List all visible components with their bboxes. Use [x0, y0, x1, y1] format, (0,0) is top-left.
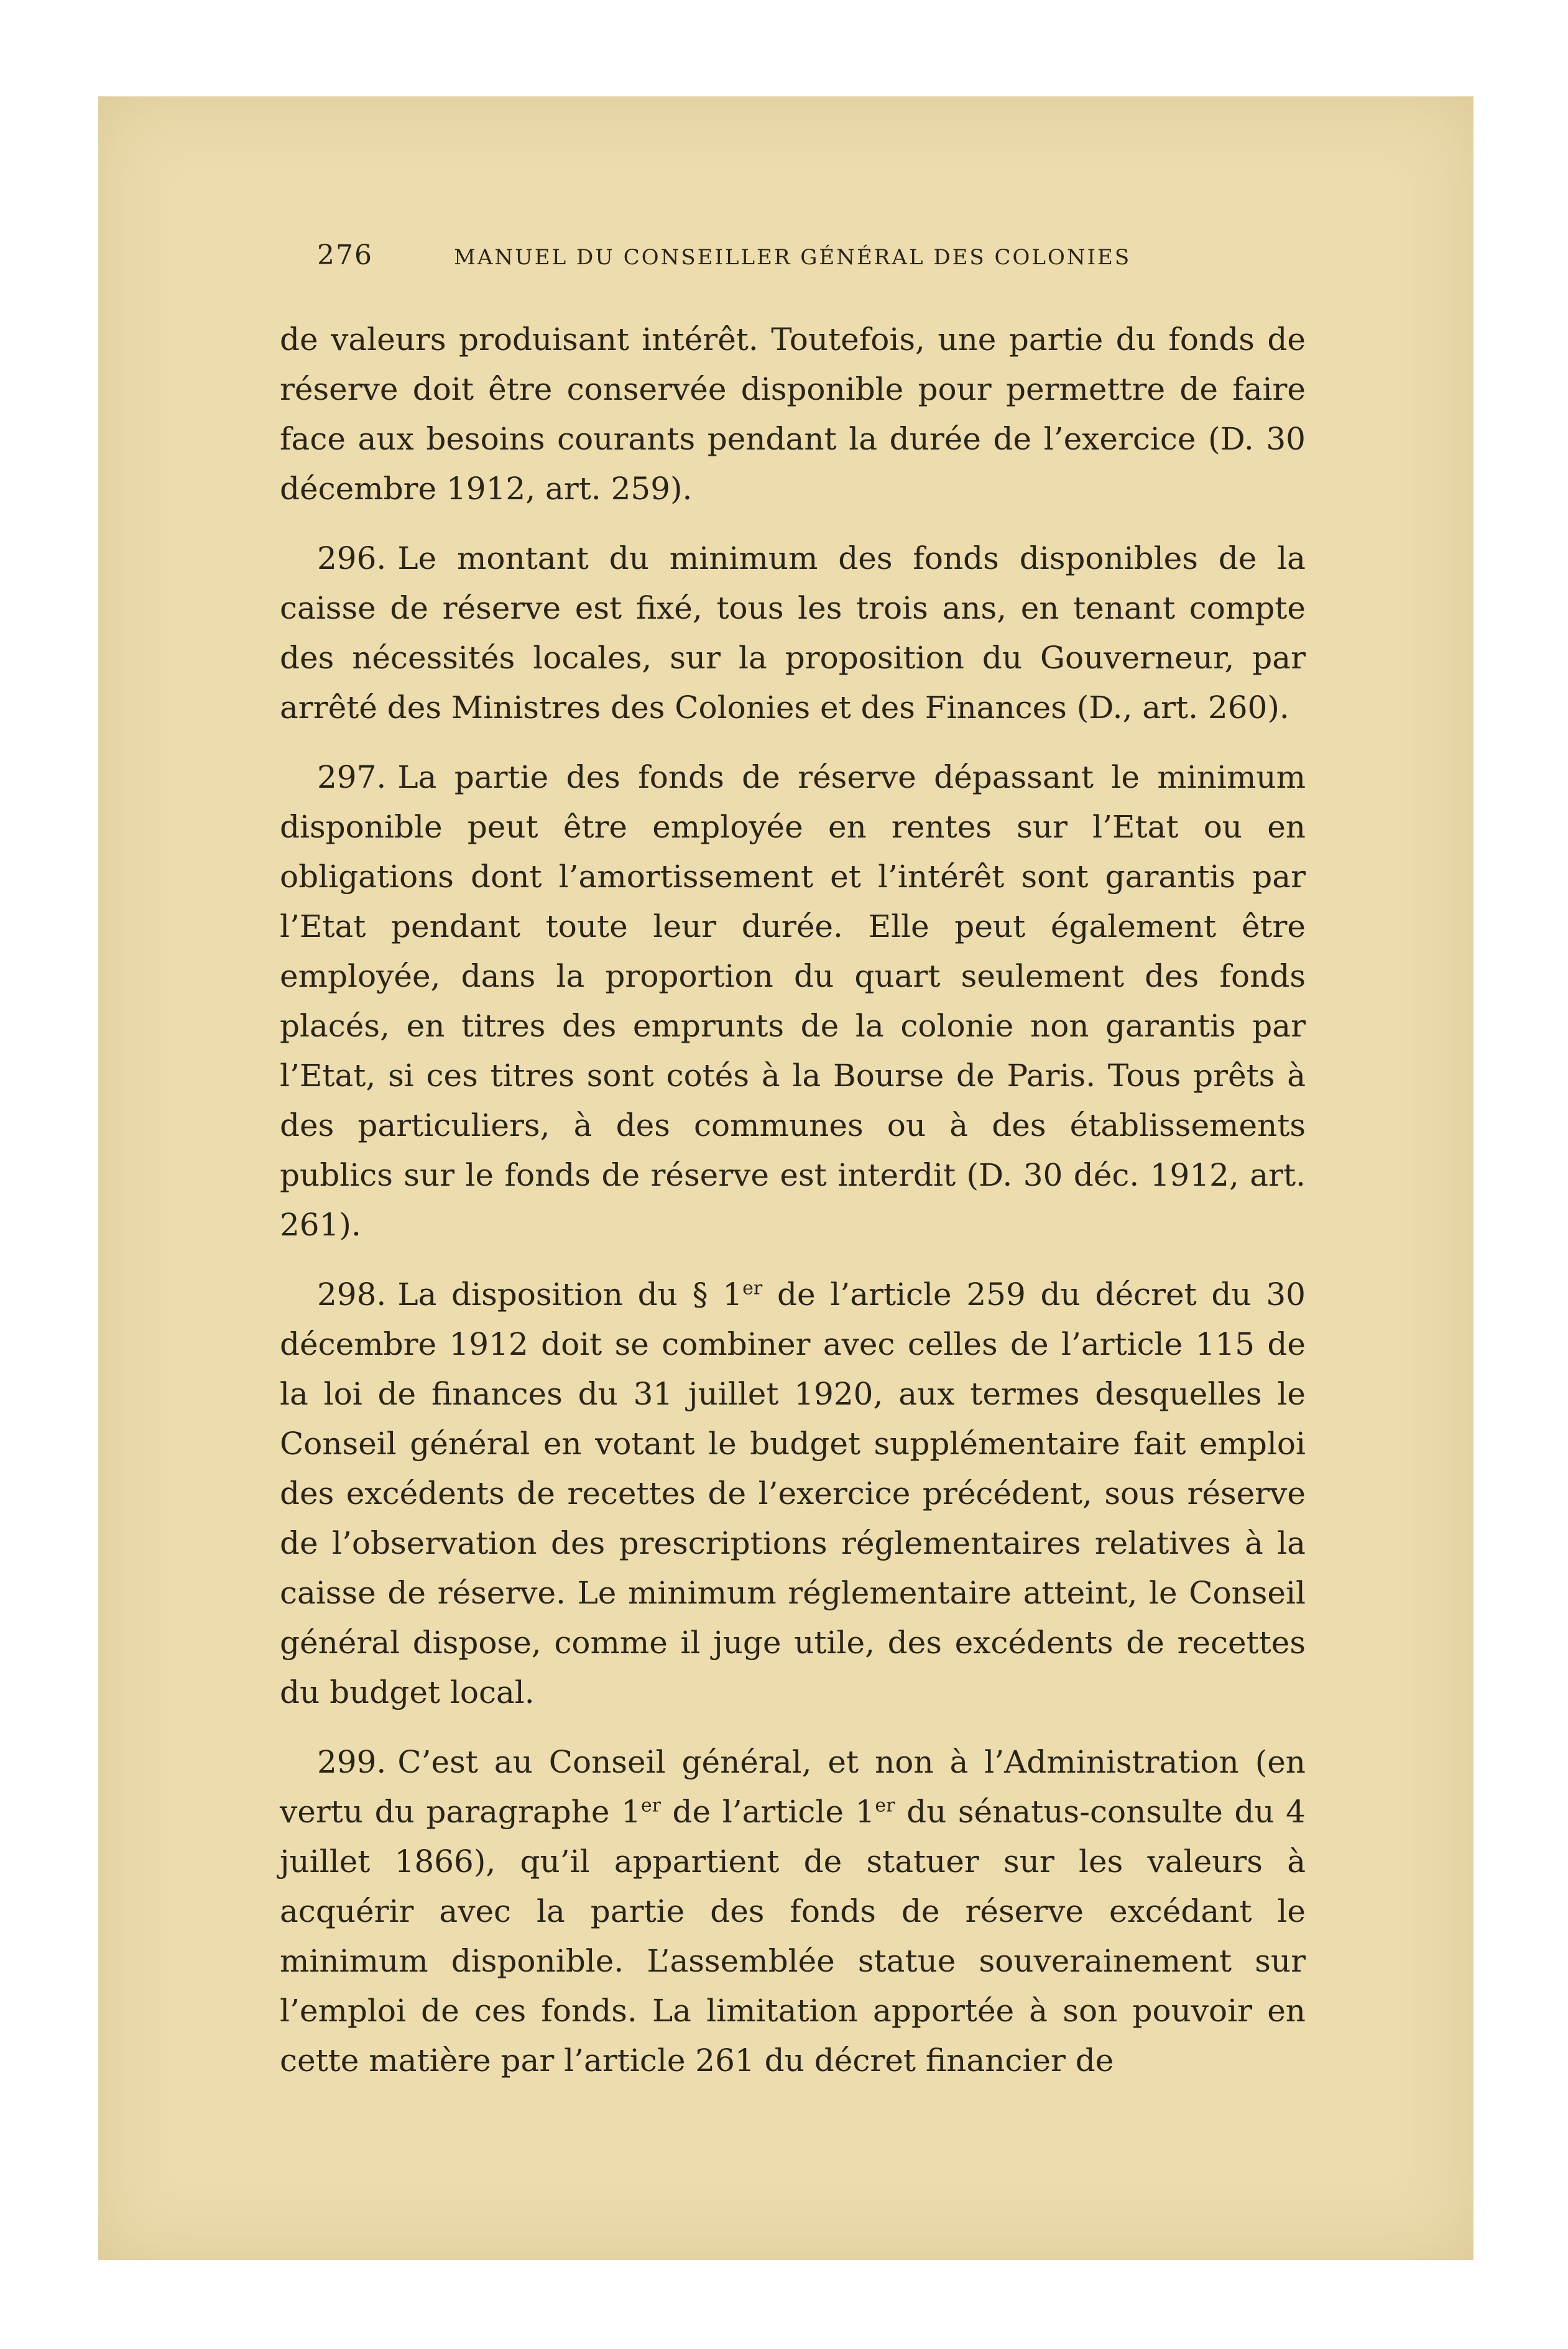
superscript: er: [640, 1794, 661, 1817]
paragraph-text: La disposition du § 1: [397, 1276, 743, 1313]
paragraph-text: C’est au Conseil général, et non à l’Administration (en vertu du paragraphe 1: [280, 1744, 1306, 1830]
paragraph-text: de l’article 1: [660, 1794, 875, 1830]
page-number: 276: [317, 239, 373, 271]
paragraph-text: de valeurs produisant intérêt. Toutefois, une partie du fonds de réserve doit être conservée disponible pour permettre de faire face aux besoins courants pendant la durée de l’exercice (D. 30 décembre 1912, art. 259).: [280, 321, 1306, 507]
paragraph-298: [280, 1270, 1306, 1717]
paragraph-text: La partie des fonds de réserve dépassant le minimum disponible peut être employée en rentes sur l’Etat ou en obligations dont l’amortissement et l’intérêt sont garantis par l’Etat pendant toute leur durée. Elle peut également être employée, dans la proportion du quart seulement des fonds placés, en titres des emprunts de la colonie non garantis par l’Etat, si ces titres sont cotés à la Bourse de Paris. Tous prêts à des particuliers, à des communes ou à des établissements publics sur le fonds de réserve est interdit (D. 30 déc. 1912, art. 261).: [280, 759, 1306, 1243]
paragraph-296: [280, 533, 1306, 732]
paragraph-number: 297.: [317, 759, 387, 795]
running-title: MANUEL DU CONSEILLER GÉNÉRAL DES COLONIES: [454, 245, 1132, 270]
paragraph-text: du sénatus-consulte du 4 juillet 1866), qu’il appartient de statuer sur les valeurs à acquérir avec la partie des fonds de réserve excédant le minimum disponible. L’assemblée statue souverainement sur l’emploi de ces fonds. La limitation apportée à son pouvoir en cette matière par l’article 261 du décret financier de: [280, 1794, 1306, 2079]
running-header: [280, 239, 1306, 271]
paragraph-number: 298.: [317, 1276, 387, 1313]
superscript: er: [875, 1794, 895, 1817]
paragraph-text: Le montant du minimum des fonds disponibles de la caisse de réserve est fixé, tous les trois ans, en tenant compte des nécessités locales, sur la proposition du Gouverneur, par arrêté des Ministres des Colonies et des Finances (D., art. 260).: [280, 540, 1306, 726]
paragraph-number: 296.: [317, 540, 387, 576]
page-text: [280, 239, 1306, 2105]
paragraph-299: [280, 1737, 1306, 2085]
paragraph-297: [280, 752, 1306, 1250]
superscript: er: [742, 1277, 763, 1299]
paragraph-continued: [280, 315, 1306, 514]
paragraph-text: de l’article 259 du décret du 30 décembre 1912 doit se combiner avec celles de l’article 115 de la loi de finances du 31 juillet 1920, aux termes desquelles le Conseil général en votant le budget supplémentaire fait emploi des excédents de recettes de l’exercice précédent, sous réserve de l’observation des prescriptions réglementaires relatives à la caisse de réserve. Le minimum réglementaire atteint, le Conseil général dispose, comme il juge utile, des excédents de recettes du budget local.: [280, 1276, 1306, 1710]
paragraph-number: 299.: [317, 1744, 387, 1780]
